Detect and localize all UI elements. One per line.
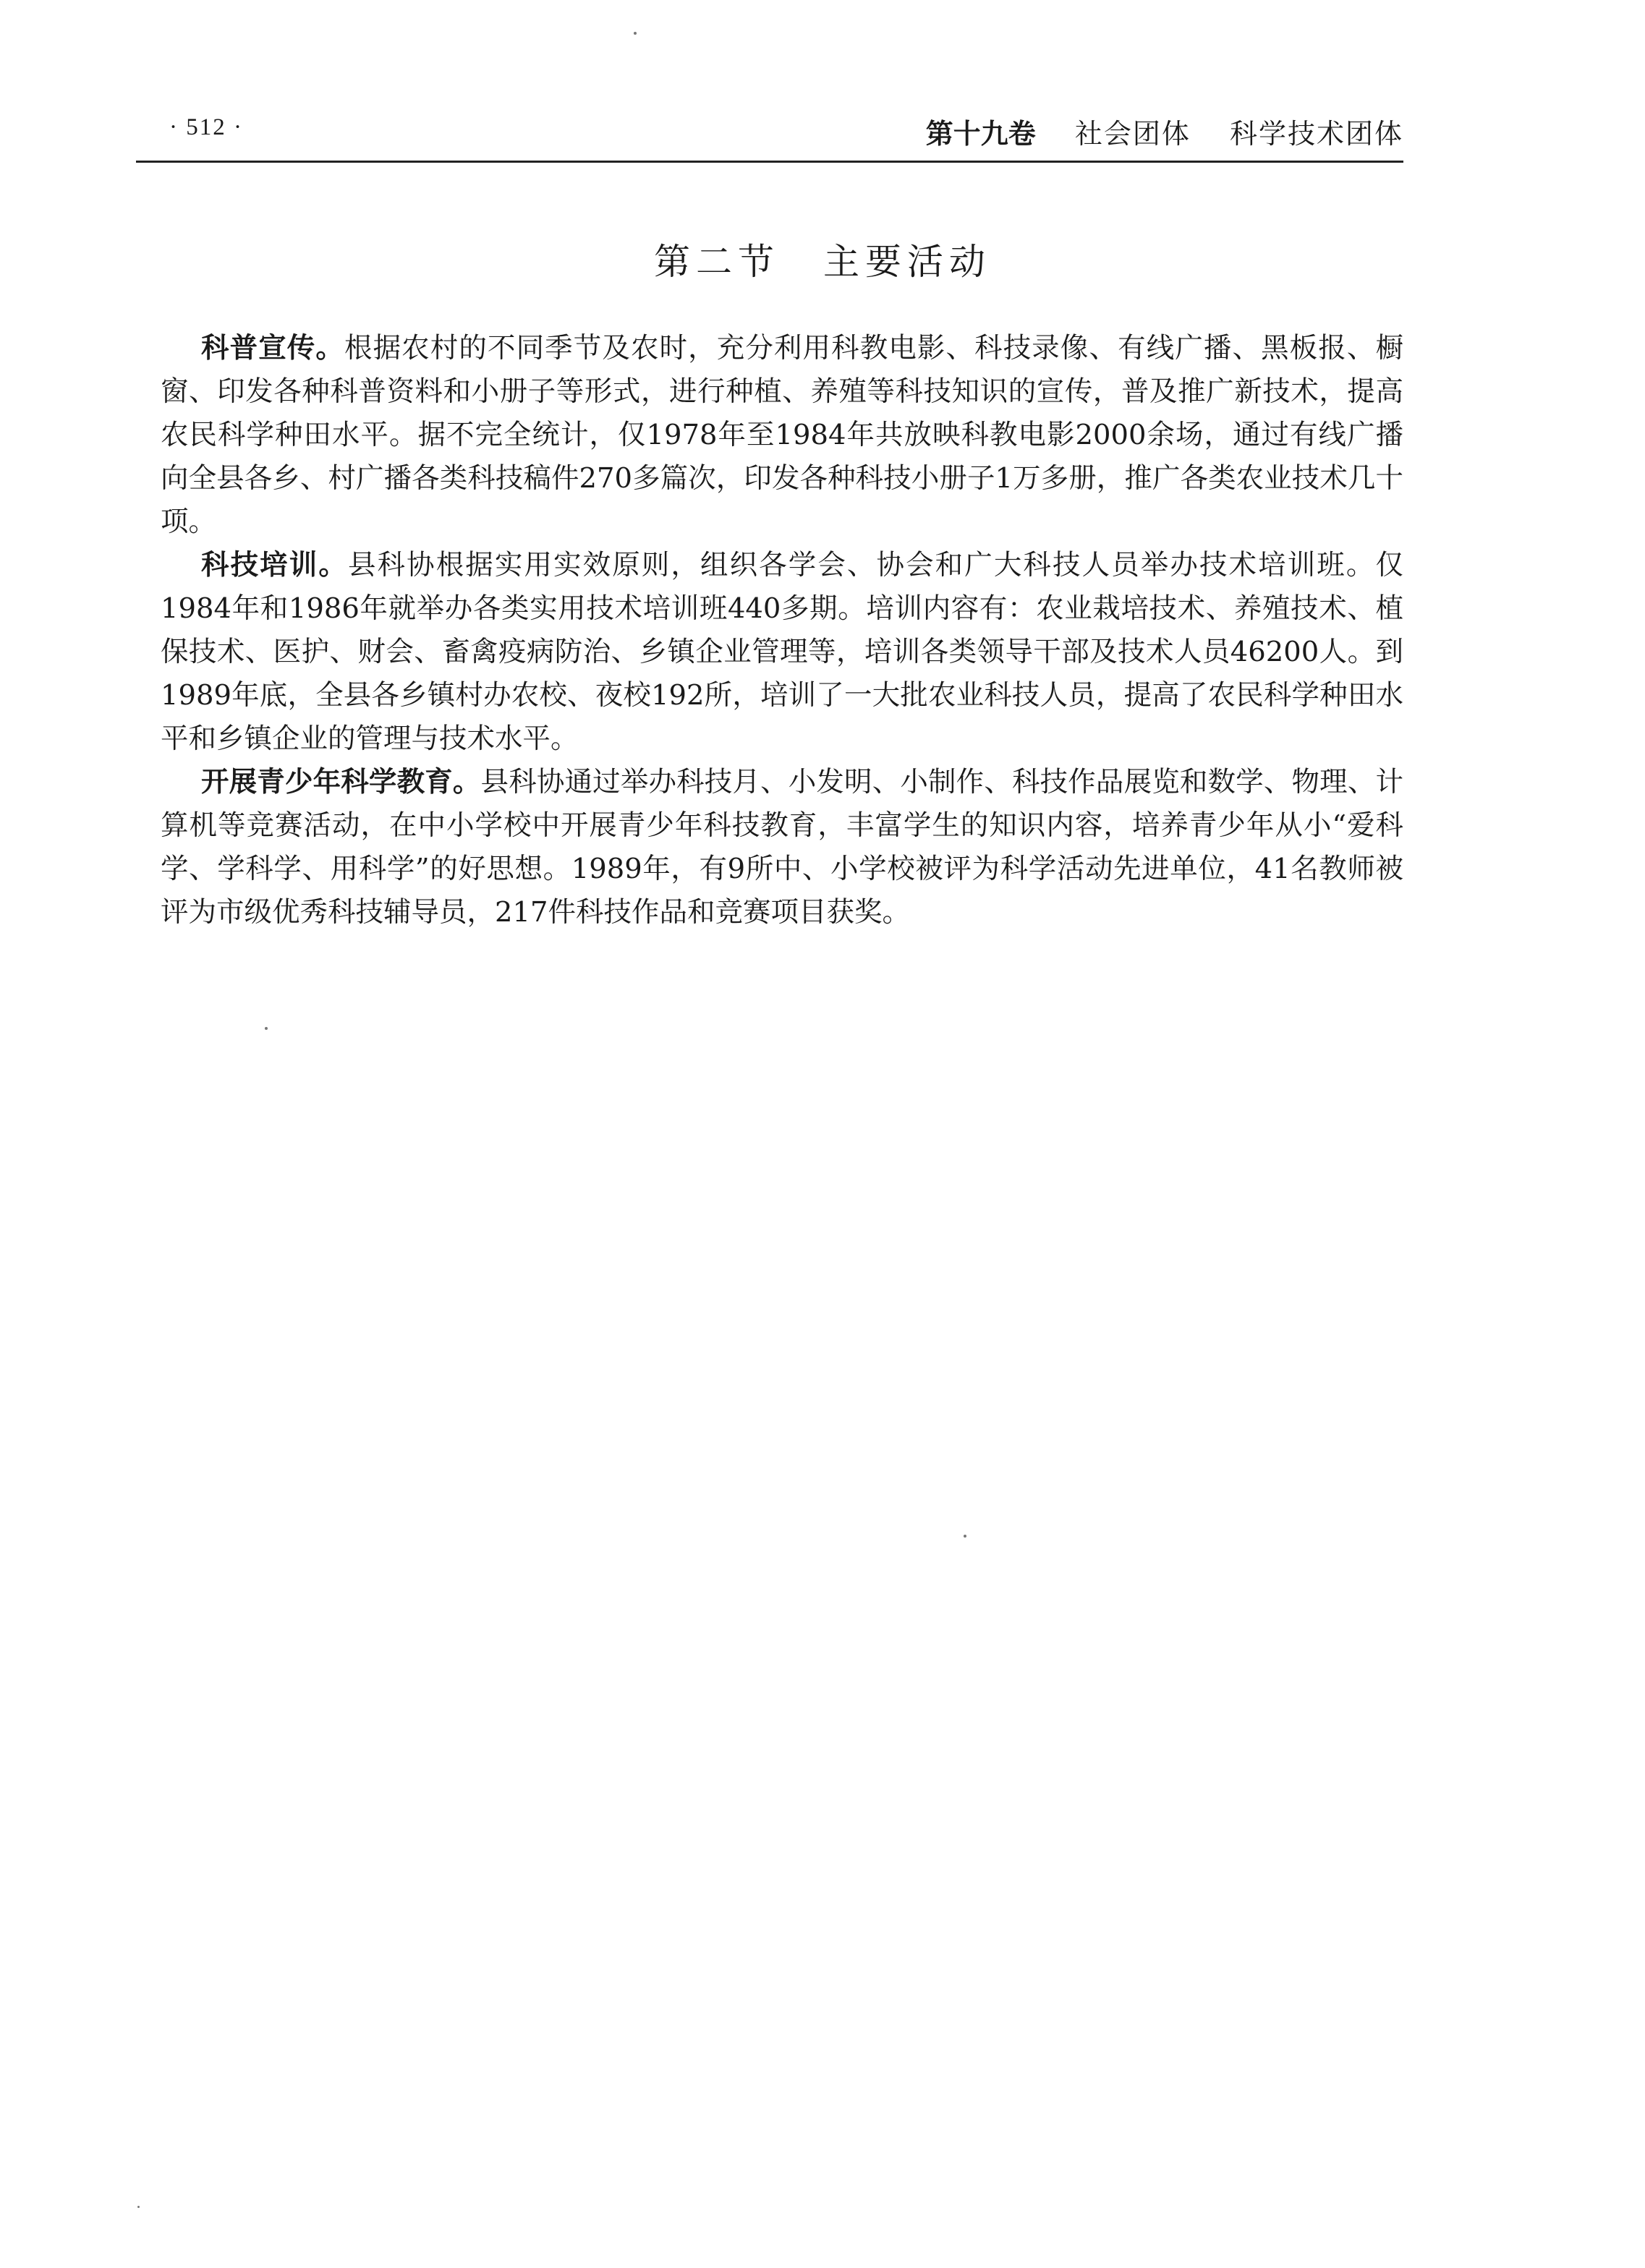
paragraph-body: 县科协通过举办科技月、小发明、小制作、科技作品展览和数学、物理、计算机等竞赛活动，在中小学校中开展青少年科技教育，丰富学生的知识内容，培养青少年从小“爱科学、学科学、用科学”的好思想。1989年，有9所中、小学校被评为科学活动先进单位，41名教师被评为市级优秀科技辅导员，217件科技作品和竞赛项目获奖。 (161, 766, 1403, 929)
scan-speck (265, 1027, 268, 1030)
header-divider (136, 161, 1403, 163)
section-label: 社会团体 (1074, 118, 1191, 150)
paragraph-training (161, 544, 1403, 761)
paragraph-popular-science (161, 327, 1403, 544)
page-number: · 512 · (169, 114, 243, 140)
header-title-group (926, 111, 1403, 151)
body-text (161, 327, 1403, 934)
paragraph-lead: 科普宣传。 (201, 332, 344, 364)
section-number: 第二节 (654, 241, 780, 283)
scan-speck (634, 32, 637, 35)
section-name: 主要活动 (823, 241, 991, 283)
subsection-label: 科学技术团体 (1229, 118, 1403, 150)
running-header (136, 108, 1403, 159)
paragraph-body: 县科协根据实用实效原则，组织各学会、协会和广大科技人员举办技术培训班。仅1984年和1986年就举办各类实用技术培训班440多期。培训内容有：农业栽培技术、养殖技术、植保技术、医护、财会、畜禽疫病防治、乡镇企业管理等，培训各类领导干部及技术人员46200人。到1989年底，全县各乡镇村办农校、夜校192所，培训了一大批农业科技人员，提高了农民科学种田水平和乡镇企业的管理与技术水平。 (161, 549, 1403, 755)
scan-speck (137, 2206, 140, 2208)
scan-speck (964, 1535, 966, 1538)
paragraph-youth-education (161, 761, 1403, 934)
paragraph-lead: 开展青少年科学教育。 (201, 766, 481, 798)
volume-label: 第十九卷 (925, 118, 1036, 150)
paragraph-lead: 科技培训。 (201, 549, 348, 581)
paragraph-body: 根据农村的不同季节及农时，充分利用科教电影、科技录像、有线广播、黑板报、橱窗、印发各种科普资料和小册子等形式，进行种植、养殖等科技知识的宣传，普及推广新技术，提高农民科学种田水平。据不完全统计，仅1978年至1984年共放映科教电影2000余场，通过有线广播向全县各乡、村广播各类科技稿件270多篇次，印发各种科技小册子1万多册，推广各类农业技术几十项。 (161, 332, 1403, 538)
section-title (0, 233, 1645, 285)
